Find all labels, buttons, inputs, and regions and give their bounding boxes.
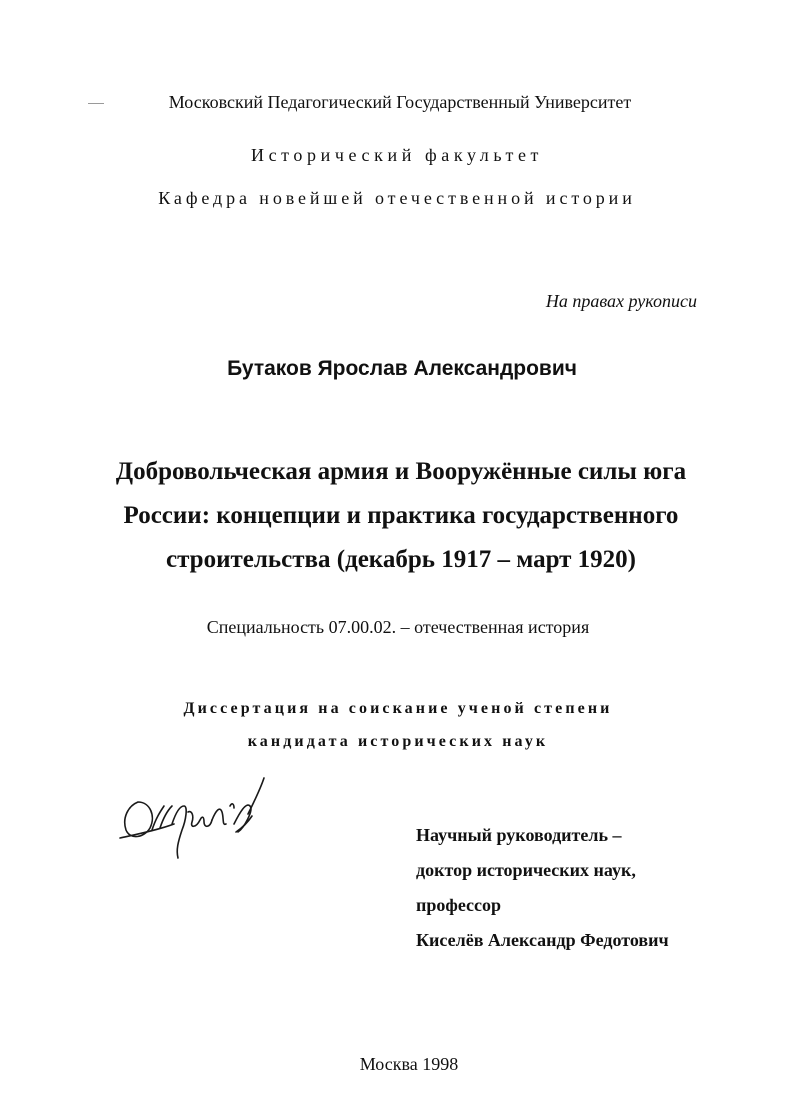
- signature-image: [116, 772, 276, 867]
- university-name: Московский Педагогический Государственный Университет: [168, 92, 632, 112]
- supervisor-rank: профессор: [416, 895, 502, 915]
- supervisor-block: [416, 818, 669, 958]
- manuscript-note: На правах рукописи: [545, 291, 697, 311]
- title-line: Добровольческая армия и Вооружённые силы юга: [115, 458, 687, 485]
- specialty: Специальность 07.00.02. – отечественная история: [206, 617, 590, 637]
- supervisor-name: Киселёв Александр Федотович: [416, 930, 669, 950]
- department-name: Кафедра новейшей отечественной истории: [158, 188, 636, 208]
- title-line: строительства (декабрь 1917 – март 1920): [166, 546, 636, 573]
- city-year: Москва 1998: [359, 1054, 459, 1074]
- dissertation-title: [4, 450, 794, 582]
- faculty-name: Исторический факультет: [250, 145, 544, 165]
- title-line: России: концепции и практика государственного: [123, 502, 679, 529]
- degree-line: кандидата исторических наук: [247, 733, 549, 750]
- degree-statement: [1, 692, 794, 758]
- degree-line: Диссертация на соискание ученой степени: [183, 700, 613, 717]
- supervisor-role: Научный руководитель –: [416, 825, 622, 845]
- author-name: Бутаков Ярослав Александрович: [227, 357, 577, 380]
- supervisor-degree: доктор исторических наук,: [416, 860, 636, 880]
